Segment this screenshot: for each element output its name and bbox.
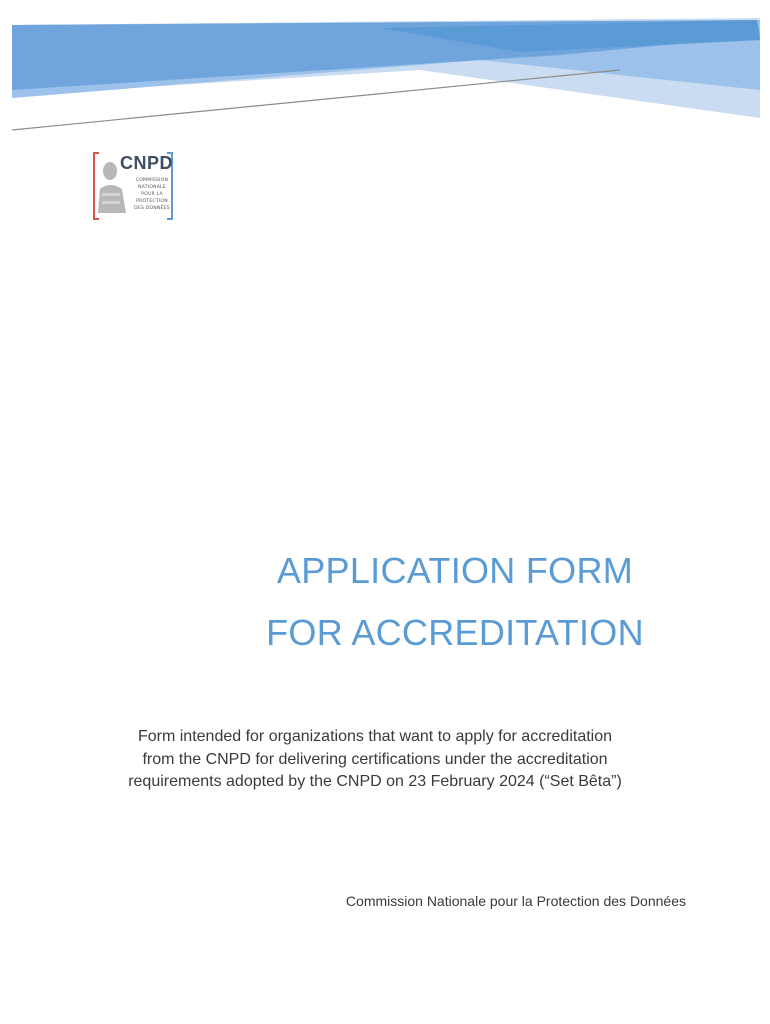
logo-tagline-line: POUR LA <box>141 192 163 197</box>
title-line-1: APPLICATION FORM <box>276 550 634 591</box>
subtitle-line-1: Form intended for organizations that want to apply for accreditation <box>137 728 613 745</box>
title-line-2: FOR ACCREDITATION <box>266 612 644 653</box>
logo-wordmark: CNPD <box>120 153 174 173</box>
logo-tagline-line: DES DONNÉES <box>134 206 170 211</box>
subtitle-line-2: from the CNPD for delivering certifications under the accreditation <box>142 750 608 768</box>
document-title <box>170 540 740 664</box>
header-banner <box>0 0 770 140</box>
logo-tagline-line: COMMISSION <box>135 178 169 183</box>
organization-name: Commission Nationale pour la Protection des Données <box>345 893 686 909</box>
logo-tagline-line: NATIONALE <box>138 185 166 190</box>
logo-tagline-line: PROTECTION <box>136 199 168 204</box>
document-subtitle <box>60 726 690 794</box>
logo-left-bracket <box>94 153 99 219</box>
subtitle-line-3: requirements adopted by the CNPD on 23 February 2024 (“Set Bêta”) <box>128 773 622 790</box>
logo-tagline <box>130 177 174 212</box>
